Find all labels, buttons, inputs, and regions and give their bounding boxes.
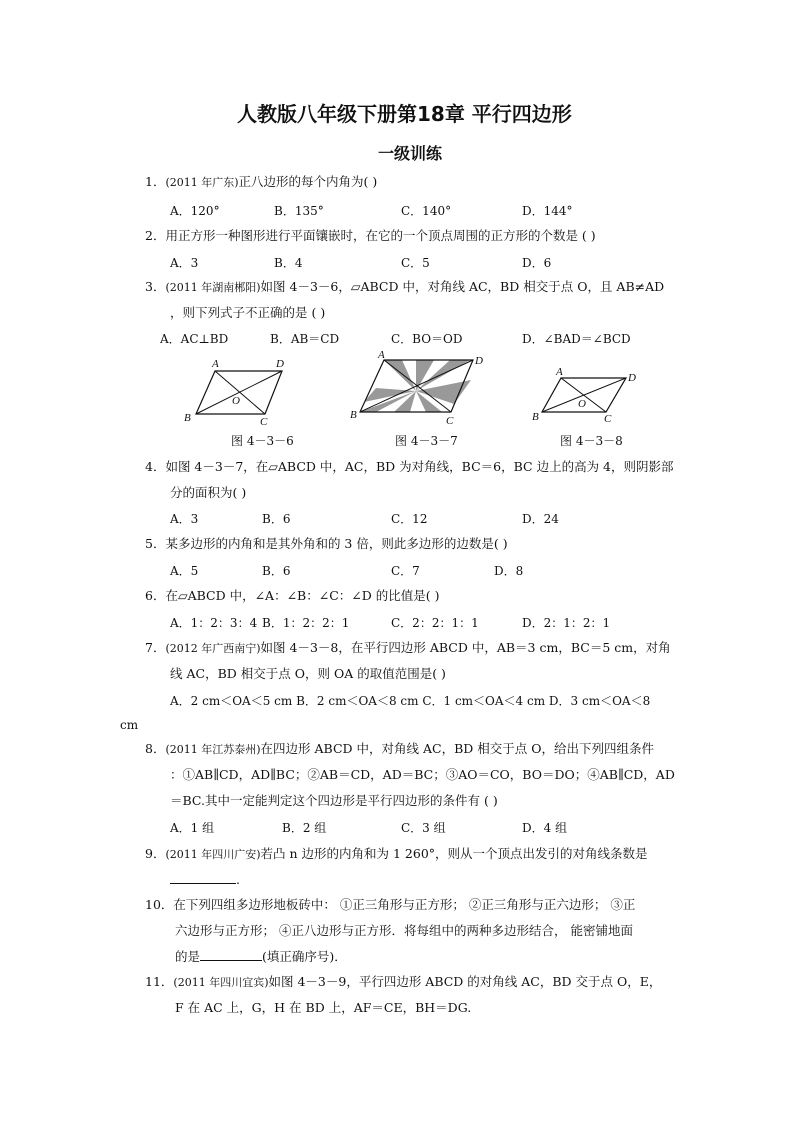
diagonal-bd — [196, 371, 282, 414]
question-3 — [145, 278, 664, 297]
label-d: D — [276, 358, 284, 370]
question-7-cont: 线 AC，BD 相交于点 O，则 OA 的取值范围是( ) — [170, 666, 446, 681]
q3-option-c: C．BO＝OD — [391, 332, 463, 346]
q8-option-a: A．1 组 — [170, 821, 215, 835]
question-number: 7． — [145, 640, 166, 655]
question-8-cont: ＝BC.其中一定能判定这个四边形是平行四边形的条件有 ( ) — [170, 793, 498, 808]
question-text: 如图 4－3－8，在平行四边形 ABCD 中，AB＝3 cm，BC＝5 cm，对角 — [260, 640, 671, 655]
label-c: C — [604, 413, 612, 423]
q4-option-a: A．3 — [170, 512, 199, 526]
figure-caption: 图 4－3－6 — [231, 434, 294, 448]
q8-option-c: C．3 组 — [401, 821, 446, 835]
q6-option-d: D．2：1：2：1 — [522, 616, 611, 630]
q2-option-a: A．3 — [170, 256, 199, 270]
q1-option-b: B．135° — [274, 204, 324, 218]
answer-blank[interactable] — [170, 871, 236, 884]
question-3-cont: ，则下列式子不正确的是 ( ) — [170, 305, 326, 320]
q2-option-c: C．5 — [401, 256, 430, 270]
question-source: (2011 年四川宜宾) — [173, 976, 269, 989]
question-number: 1． — [145, 174, 166, 189]
q8-option-b: B．2 组 — [282, 821, 327, 835]
figure-4-3-6 — [180, 355, 290, 425]
label-b: B — [184, 412, 191, 424]
q4-option-b: B．6 — [262, 512, 291, 526]
q8-option-d: D．4 组 — [522, 821, 568, 835]
page-title: 人教版八年级下册第18章 平行四边形 — [237, 102, 572, 126]
q5-option-b: B．6 — [262, 564, 291, 578]
q3-option-a: A．AC⊥BD — [160, 332, 229, 346]
shaded-region — [384, 360, 416, 391]
question-number: 10． — [145, 897, 174, 912]
question-2 — [145, 227, 596, 245]
q1-option-d: D．144° — [522, 204, 573, 218]
question-text: 正八边形的每个内角为( ) — [238, 174, 378, 189]
question-text: 的是 — [175, 949, 201, 964]
question-number: 2． — [145, 228, 166, 243]
question-source: (2011 年江苏泰州) — [165, 743, 261, 756]
question-text: (填正确序号)． — [262, 949, 347, 964]
figure-4-3-7 — [346, 350, 491, 428]
question-text: 在▱ABCD 中，∠A：∠B：∠C：∠D 的比值是( ) — [165, 588, 440, 603]
label-a: A — [212, 358, 219, 370]
question-source: (2012 年广西南宁) — [165, 642, 261, 655]
question-10-cont — [175, 948, 347, 966]
figure-caption: 图 4－3－7 — [395, 434, 458, 448]
question-source: (2011 年广东) — [165, 176, 239, 189]
figure-4-3-8 — [528, 365, 648, 423]
label-d: D — [475, 355, 483, 367]
question-text: 如图 4－3－6，▱ABCD 中，对角线 AC，BD 相交于点 O，且 AB≠AD — [260, 279, 665, 294]
question-number: 9． — [145, 846, 166, 861]
label-d: D — [628, 372, 636, 384]
question-number: 8． — [145, 741, 166, 756]
question-9-cont — [170, 871, 240, 889]
q5-option-c: C．7 — [391, 564, 420, 578]
question-9 — [145, 845, 648, 864]
question-number: 11． — [145, 974, 174, 989]
q2-option-d: D．6 — [522, 256, 552, 270]
q4-option-d: D．24 — [522, 512, 559, 526]
question-10 — [145, 896, 635, 914]
question-10-cont: 六边形与正方形； ④正八边形与正方形．将每组中的两种多边形结合， 能密铺地面 — [175, 923, 633, 938]
label-a: A — [556, 366, 563, 378]
question-text: 若凸 n 边形的内角和为 1 260°，则从一个顶点出发引的对角线条数是 — [260, 846, 648, 861]
q6-option-b: B．1：2：2：1 — [262, 616, 350, 630]
answer-blank[interactable] — [200, 948, 262, 961]
q5-option-d: D．8 — [494, 564, 524, 578]
question-number: 6． — [145, 588, 166, 603]
label-b: B — [350, 409, 357, 421]
question-number: 3． — [145, 279, 166, 294]
q1-option-a: A．120° — [170, 204, 220, 218]
question-source: (2011 年四川广安) — [165, 848, 261, 861]
question-source: (2011 年湖南郴阳) — [165, 281, 261, 294]
question-text: . — [236, 872, 240, 887]
question-text: 在下列四组多边形地板砖中： ①正三角形与正方形； ②正三角形与正六边形； ③正 — [173, 897, 636, 912]
question-6 — [145, 587, 439, 605]
question-text: 在四边形 ABCD 中，对角线 AC，BD 相交于点 O，给出下列四组条件 — [260, 741, 654, 756]
q6-option-a: A．1：2：3：4 — [170, 616, 258, 630]
label-a: A — [378, 350, 385, 361]
label-c: C — [260, 416, 268, 425]
q1-option-c: C．140° — [401, 204, 452, 218]
q4-option-c: C．12 — [391, 512, 428, 526]
section-subtitle: 一级训练 — [378, 144, 443, 163]
question-text: 如图 4－3－9，平行四边形 ABCD 的对角线 AC，BD 交于点 O，E， — [268, 974, 662, 989]
q3-option-b: B．AB＝CD — [270, 332, 340, 346]
figure-caption: 图 4－3－8 — [560, 434, 623, 448]
question-text: 用正方形一种图形进行平面镶嵌时，在它的一个顶点周围的正方形的个数是 ( ) — [165, 228, 596, 243]
question-4-cont: 分的面积为( ) — [170, 485, 247, 500]
question-5 — [145, 535, 508, 553]
label-b: B — [532, 411, 539, 423]
question-text: 如图 4－3－7，在▱ABCD 中，AC，BD 为对角线，BC＝6，BC 边上的高为 4，则阴影部 — [165, 459, 674, 474]
question-4 — [145, 458, 674, 476]
label-c: C — [446, 415, 454, 427]
label-o: O — [232, 395, 240, 407]
question-11-cont: F 在 AC 上，G，H 在 BD 上，AF＝CE，BH＝DG. — [175, 1000, 472, 1015]
q7-options: A．2 cm＜OA＜5 cm B．2 cm＜OA＜8 cm C．1 cm＜OA＜4 cm D．3 cm＜OA＜8 — [170, 694, 651, 708]
label-o: O — [578, 398, 586, 410]
question-8 — [145, 740, 654, 759]
q7-options-wrap: cm — [120, 718, 139, 732]
q3-option-d: D．∠BAD＝∠BCD — [522, 332, 631, 346]
question-11 — [145, 973, 661, 992]
q5-option-a: A．5 — [170, 564, 199, 578]
question-1 — [145, 173, 377, 192]
question-number: 5． — [145, 536, 166, 551]
q2-option-b: B．4 — [274, 256, 303, 270]
q6-option-c: C．2：2：1：1 — [391, 616, 479, 630]
question-7 — [145, 639, 671, 658]
question-text: 某多边形的内角和是其外角和的 3 倍，则此多边形的边数是( ) — [165, 536, 508, 551]
question-number: 4． — [145, 459, 166, 474]
question-8-cont: ：①AB∥CD，AD∥BC；②AB＝CD，AD＝BC；③AO＝CO，BO＝DO；④AB∥CD，AD — [170, 767, 675, 782]
